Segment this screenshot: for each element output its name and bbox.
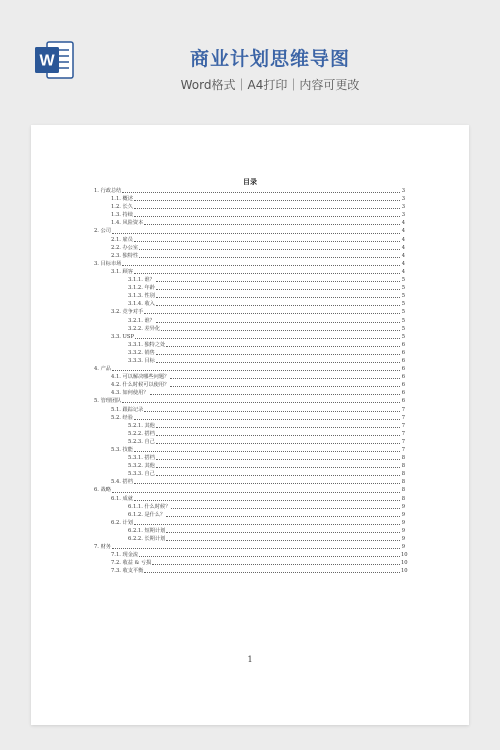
toc-entry[interactable] [94,495,405,503]
toc-leader-dots [112,233,400,234]
toc-entry[interactable] [94,227,405,235]
toc-entry-page: 9 [401,519,405,526]
toc-entry-page: 6 [401,382,405,389]
toc-entry[interactable] [94,333,405,341]
toc-entry[interactable] [94,486,405,494]
toc-entry-page: 5 [401,277,405,284]
toc-entry-page: 5 [401,333,405,340]
toc-leader-dots [161,330,400,331]
toc-entry-page: 4 [401,268,405,275]
toc-entry-page: 8 [401,479,405,486]
toc-leader-dots [112,492,400,493]
toc-entry-label: 6.1. 成就 [111,495,133,502]
toc-entry-page: 3 [401,212,405,219]
toc-leader-dots [134,241,400,242]
toc-leader-dots [156,305,400,306]
toc-entry-label: 3.1.3. 性别 [128,293,155,300]
toc-entry-label: 3.3.1. 独特之处 [128,341,166,348]
toc-entry-page: 4 [401,228,405,235]
toc-entry[interactable] [94,317,405,325]
toc-leader-dots [112,370,400,371]
toc-entry-page: 9 [401,544,405,551]
toc-entry[interactable] [94,365,405,373]
toc-leader-dots [139,257,400,258]
toc-leader-dots [171,508,400,509]
toc-entry-label: 6. 战略 [94,487,111,494]
toc-entry-page: 10 [401,552,408,559]
toc-leader-dots [139,249,400,250]
word-icon [33,40,75,80]
toc-entry-page: 8 [401,463,405,470]
toc-leader-dots [156,322,400,323]
toc-leader-dots [156,475,400,476]
toc-entry-label: 5.1. 跟踪记录 [111,406,144,413]
toc-entry[interactable] [94,381,405,389]
toc-entry[interactable] [94,308,405,316]
toc-leader-dots [156,435,400,436]
toc-entry-page: 5 [401,293,405,300]
toc-entry-page: 8 [401,455,405,462]
toc-entry-page: 7 [401,438,405,445]
toc-entry-label: 5.3. 技能 [111,447,133,453]
toc-entry[interactable] [94,527,405,535]
toc-entry[interactable] [94,195,405,203]
toc-entry-label: 4. 产品 [94,366,111,373]
toc-entry-page: 6 [401,374,405,381]
toc-entry-page: 4 [401,252,405,259]
toc-entry-page: 7 [401,422,405,429]
toc-entry-label: 3.1.1. 谁？ [128,277,155,284]
page-subtitle: Word格式｜A4打印｜内容可更改 [180,78,360,92]
table-of-contents [94,187,408,576]
toc-leader-dots [156,297,400,298]
toc-leader-dots [156,354,400,355]
toc-entry-label: 2.1. 雇员 [111,236,133,243]
toc-entry-label: 1. 行政总结 [94,188,122,194]
toc-entry[interactable] [94,268,405,276]
toc-entry-label: 3.3. USP [111,333,134,340]
toc-entry[interactable] [94,219,405,227]
toc-entry[interactable] [94,389,405,397]
toc-leader-dots [156,467,400,468]
toc-entry[interactable] [94,252,405,260]
toc-entry-page: 9 [401,536,405,543]
toc-entry-label: 5.2.1. 其他 [128,422,155,429]
toc-leader-dots [139,556,400,557]
toc-entry[interactable] [94,187,405,195]
toc-leader-dots [122,265,400,266]
toc-leader-dots [134,216,400,217]
toc-entry-page: 3 [401,204,405,211]
toc-leader-dots [144,224,400,225]
toc-entry[interactable] [94,276,405,284]
toc-entry[interactable] [94,300,405,308]
toc-entry-label: 1.2. 长久 [111,204,133,211]
toc-entry[interactable] [94,446,405,454]
toc-entry[interactable] [94,292,405,300]
toc-entry[interactable] [94,511,405,519]
toc-leader-dots [166,516,400,517]
toc-entry-page: 6 [401,349,405,356]
toc-entry-page: 5 [401,325,405,332]
toc-leader-dots [150,394,401,395]
toc-entry-label: 7. 财务 [94,544,111,551]
toc-leader-dots [144,411,400,412]
toc-entry[interactable] [94,519,405,527]
toc-entry-label: 7.2. 收益 & 亏损 [111,560,152,567]
toc-entry[interactable] [94,406,405,414]
toc-entry-page: 8 [401,495,405,502]
toc-entry-page: 6 [401,390,405,397]
toc-leader-dots [112,548,400,549]
toc-entry-page: 6 [401,366,405,373]
toc-entry-page: 4 [401,236,405,243]
toc-entry-label: 7.3. 收支平衡 [111,568,144,575]
toc-entry-label: 5.2.2. 搭档 [128,430,155,437]
toc-entry[interactable] [94,244,405,252]
toc-leader-dots [134,483,400,484]
toc-leader-dots [134,451,400,452]
toc-leader-dots [166,532,400,533]
toc-entry-label: 4.3. 如何使用？ [111,390,149,397]
toc-entry[interactable] [94,414,405,422]
toc-entry[interactable] [94,438,405,446]
toc-entry-label: 3.2.1. 谁？ [128,317,155,324]
page-number: 1 [247,655,253,664]
toc-entry-label: 7.1. 现金流 [111,552,139,559]
toc-entry-label: 6.2.2. 长期计划 [128,536,166,543]
toc-entry[interactable] [94,478,405,486]
toc-entry[interactable] [94,551,408,559]
toc-entry-page: 3 [401,188,405,194]
toc-entry[interactable] [94,357,405,365]
toc-entry-page: 9 [401,511,405,518]
toc-entry-label: 3. 目标市场 [94,260,122,267]
toc-entry-label: 1.3. 持续 [111,212,133,219]
toc-entry-label: 5.4. 搭档 [111,479,133,486]
toc-leader-dots [152,564,400,565]
toc-leader-dots [134,273,400,274]
toc-entry-label: 3.2.2. 差异化 [128,325,161,332]
toc-entry-label: 3.3.3. 目标 [128,357,155,364]
toc-entry-page: 5 [401,285,405,292]
toc-entry-page: 10 [401,560,408,567]
toc-entry[interactable] [94,422,405,430]
toc-leader-dots [156,289,400,290]
toc-leader-dots [170,378,400,379]
toc-entry-page: 7 [401,447,405,453]
toc-entry-page: 6 [401,357,405,364]
toc-leader-dots [122,192,400,193]
toc-leader-dots [166,346,400,347]
toc-entry[interactable] [94,430,405,438]
toc-entry-page: 9 [401,527,405,534]
toc-entry[interactable] [94,373,405,381]
toc-entry[interactable] [94,567,408,575]
toc-entry-label: 5. 管理团队 [94,398,122,405]
toc-entry-label: 1.1. 概述 [111,196,133,203]
toc-leader-dots [144,313,400,314]
toc-entry-label: 6.1.1. 什么时候？ [128,503,171,510]
toc-entry-label: 4.1. 可以解决哪些问题？ [111,374,170,381]
toc-leader-dots [156,281,400,282]
toc-entry-page: 10 [401,568,408,575]
toc-entry-label: 3.2. 竞争对手 [111,309,144,316]
toc-entry-label: 3.1.4. 收入 [128,301,155,308]
toc-leader-dots [134,208,400,209]
toc-entry[interactable] [94,349,405,357]
toc-leader-dots [134,419,400,420]
toc-entry-page: 3 [401,196,405,203]
toc-entry-page: 9 [401,503,405,510]
toc-entry-label: 5.2. 经验 [111,414,133,421]
toc-leader-dots [166,540,400,541]
toc-entry-label: 3.3.2. 销售 [128,349,155,356]
toc-entry-page: 7 [401,406,405,413]
toc-leader-dots [156,443,400,444]
toc-entry-label: 2. 公司 [94,228,111,235]
toc-entry-page: 7 [401,414,405,421]
toc-entry[interactable] [94,236,405,244]
toc-entry-page: 4 [401,260,405,267]
toc-entry[interactable] [94,397,405,405]
toc-entry[interactable] [94,462,405,470]
toc-entry[interactable] [94,470,405,478]
toc-entry[interactable] [94,535,405,543]
toc-entry-page: 7 [401,430,405,437]
toc-entry-label: 3.1.2. 年龄 [128,285,155,292]
toc-entry-page: 6 [401,398,405,405]
toc-entry[interactable] [94,211,405,219]
toc-entry[interactable] [94,503,405,511]
toc-entry-label: 6.1.2. 是什么？ [128,511,166,518]
word-icon-letter: W [39,52,55,70]
toc-entry-label: 5.2.3. 自己 [128,438,155,445]
toc-entry[interactable] [94,284,405,292]
toc-leader-dots [134,524,400,525]
toc-leader-dots [144,572,400,573]
toc-entry-page: 5 [401,309,405,316]
toc-entry[interactable] [94,559,408,567]
toc-entry-page: 8 [401,471,405,478]
toc-entry[interactable] [94,341,405,349]
toc-entry[interactable] [94,260,405,268]
toc-entry-page: 4 [401,244,405,251]
toc-entry-label: 6.2. 计划 [111,519,133,526]
toc-entry-label: 2.3. 独特性 [111,252,139,259]
toc-leader-dots [156,427,400,428]
toc-entry-label: 2.2. 办公室 [111,244,139,251]
toc-entry[interactable] [94,325,405,333]
document-page [31,125,469,725]
toc-entry-label: 1.4. 风险资本 [111,220,144,227]
toc-leader-dots [134,200,400,201]
toc-entry-page: 5 [401,301,405,308]
toc-leader-dots [134,500,400,501]
toc-entry-label: 6.2.1. 短期计划 [128,527,166,534]
toc-leader-dots [156,362,400,363]
toc-entry-label: 5.3.1. 搭档 [128,455,155,462]
toc-entry-page: 8 [401,487,405,494]
toc-entry[interactable] [94,454,405,462]
toc-entry[interactable] [94,203,405,211]
toc-leader-dots [170,386,400,387]
toc-leader-dots [122,402,400,403]
header [0,0,500,120]
toc-entry-label: 3.1. 顾客 [111,268,133,275]
toc-title: 目录 [243,177,257,186]
toc-entry-page: 6 [401,341,405,348]
toc-leader-dots [156,459,400,460]
toc-entry-label: 5.3.3. 自己 [128,471,155,478]
toc-leader-dots [135,338,400,339]
toc-entry-label: 5.3.2. 其他 [128,463,155,470]
toc-entry-label: 4.2. 什么时候可以使用？ [111,382,170,389]
page-title: 商业计划思维导图 [189,48,350,70]
toc-entry-page: 5 [401,317,405,324]
toc-entry[interactable] [94,543,405,551]
toc-entry-page: 4 [401,220,405,227]
